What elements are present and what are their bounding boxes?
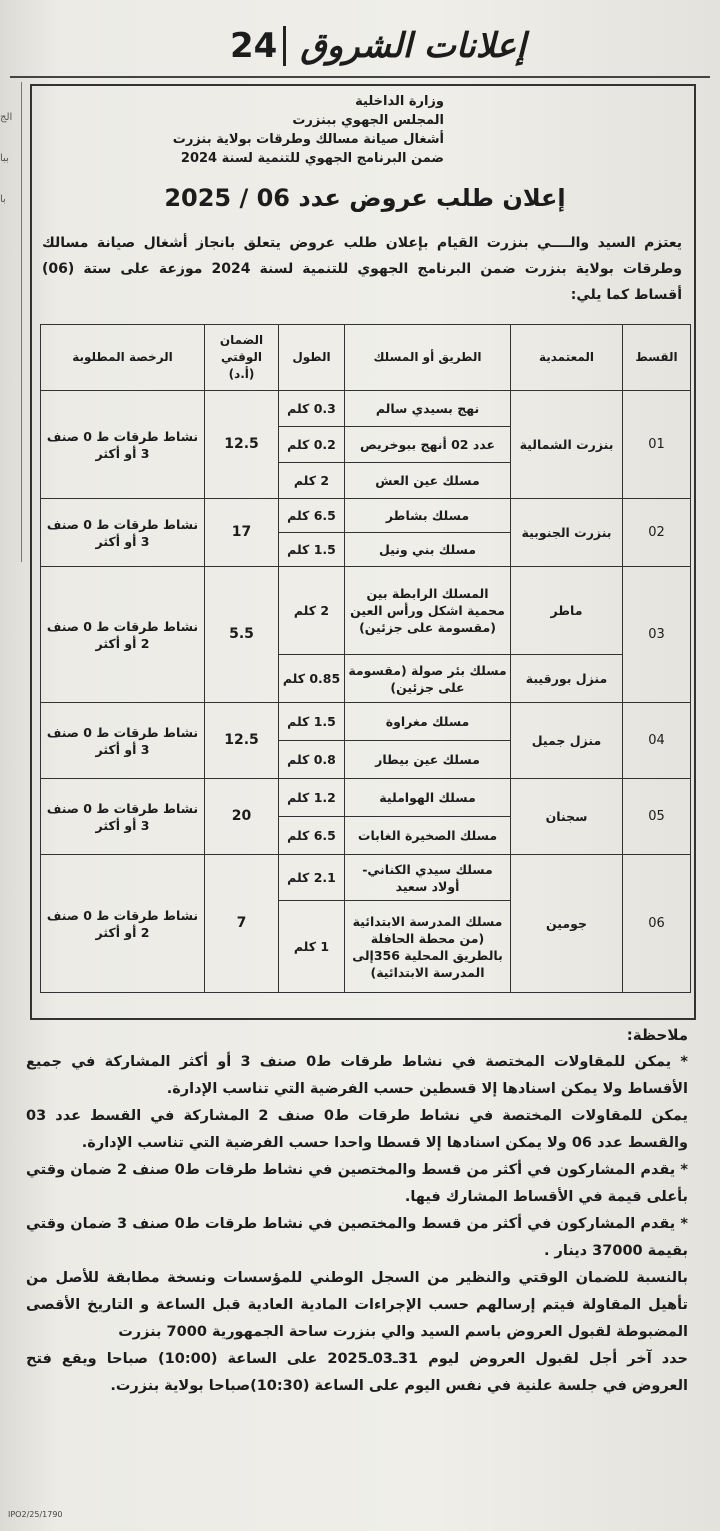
cell-length: 0.3 كلم [279, 391, 345, 427]
header-road: الطريق أو المسلك [345, 325, 511, 391]
note-paragraph: * يقدم المشاركون في أكثر من قسط والمختصين في نشاط طرقات ط0 صنف 3 ضمان وقتي بقيمة 37000 دينار . [26, 1216, 688, 1259]
cell-road: نهج بسيدي سالم [345, 391, 511, 427]
note-paragraph: * يمكن للمقاولات المختصة في نشاط طرقات ط0 صنف 3 أو أكثر المشاركة في جميع الأقساط ولا يمكن اسنادها إلا قسطين حسب الفرضية التي تناسب الإدارة. [26, 1054, 688, 1097]
note-paragraph: بالنسبة للضمان الوقتي والنظير من السجل الوطني للمؤسسات ونسخة مطابقة للأصل من تأهيل المقاولة فيتم إرسالهم حسب الإجراءات المادية العادية قبل الساعة و التاريخ الأقصى المضبوطة لقبول العروض باسم السيد والي بنزرت ساحة الجمهورية 7000 بنزرت [26, 1270, 688, 1340]
cell-road: مسلك عين العش [345, 463, 511, 499]
cell-length: 0.2 كلم [279, 427, 345, 463]
issuer-line: ضمن البرنامج الجهوي للتنمية لسنة 2024 [180, 151, 444, 166]
cell-license: نشاط طرقات ط 0 صنف 3 أو أكثر [41, 779, 205, 855]
header-delegation: المعتمدية [511, 325, 623, 391]
intro-paragraph: يعتزم السيد والــــي بنزرت القيام بإعلان طلب عروض يتعلق بانجاز أشغال صيانة مسالك وطرقات بولاية بنزرت ضمن البرنامج الجهوي للتنمية لسنة 2024 موزعة على ستة (06) أقساط كما يلي: [42, 235, 682, 303]
adjacent-column-fragment [0, 82, 22, 562]
cell-delegation: سجنان [511, 779, 623, 855]
cell-guarantee: 12.5 [205, 391, 279, 499]
table-row [41, 779, 691, 817]
cell-license: نشاط طرقات ط 0 صنف 3 أو أكثر [41, 703, 205, 779]
cell-license: نشاط طرقات ط 0 صنف 3 أو أكثر [41, 499, 205, 567]
cell-delegation: جومين [511, 855, 623, 993]
cell-length: 2.1 كلم [279, 855, 345, 901]
table-row [41, 567, 691, 655]
cell-lot: 06 [623, 855, 691, 993]
cell-guarantee: 20 [205, 779, 279, 855]
cell-road: مسلك الصخيرة الغابات [345, 817, 511, 855]
cell-delegation: ماطر [511, 567, 623, 655]
cell-guarantee: 5.5 [205, 567, 279, 703]
ad-reference-code: IPO2/25/1790 [8, 1510, 63, 1519]
cell-license: نشاط طرقات ط 0 صنف 3 أو أكثر [41, 391, 205, 499]
table-row [41, 391, 691, 427]
cell-road: مسلك الهواملية [345, 779, 511, 817]
cell-lot: 04 [623, 703, 691, 779]
cell-delegation: بنزرت الجنوبية [511, 499, 623, 567]
table-row [41, 499, 691, 533]
notes-section [26, 1022, 688, 1400]
table-row [41, 855, 691, 901]
cell-lot: 03 [623, 567, 691, 703]
cell-length: 0.85 كلم [279, 655, 345, 703]
cell-lot: 02 [623, 499, 691, 567]
cell-guarantee: 12.5 [205, 703, 279, 779]
header-guarantee: الضمان الوقتي (أ.د) [205, 325, 279, 391]
cell-road: عدد 02 أنهج ببوخريص [345, 427, 511, 463]
fragment-text: ببا [0, 153, 9, 164]
masthead [230, 18, 610, 74]
fragment-text: الج [0, 112, 13, 123]
table-row [41, 703, 691, 741]
notice-title: إعلان طلب عروض عدد 06 / 2025 [164, 184, 566, 212]
tender-notice-box [30, 84, 696, 1020]
table-header-row [41, 325, 691, 391]
header-license: الرخصة المطلوبة [41, 325, 205, 391]
section-title: إعلانات الشروق [300, 26, 526, 66]
cell-length: 1.5 كلم [279, 703, 345, 741]
cell-length: 1 كلم [279, 901, 345, 993]
issuer-block [124, 92, 444, 168]
cell-lot: 05 [623, 779, 691, 855]
cell-delegation: منزل بورقيبة [511, 655, 623, 703]
cell-road: المسلك الرابطة بين محمية اشكل ورأس العين (مقسومة على جزئين) [345, 567, 511, 655]
note-paragraph: حدد آخر أجل لقبول العروض ليوم 31ـ03ـ2025 على الساعة (10:00) صباحا ويقع فتح العروض في جلسة علنية في نفس اليوم على الساعة (10:30)صباحا بولاية بنزرت. [26, 1351, 689, 1394]
cell-license: نشاط طرقات ط 0 صنف 2 أو أكثر [41, 567, 205, 703]
notes-heading: ملاحظة: [626, 1026, 688, 1044]
issuer-line: وزارة الداخلية [355, 94, 444, 109]
cell-length: 0.8 كلم [279, 741, 345, 779]
cell-delegation: بنزرت الشمالية [511, 391, 623, 499]
cell-length: 2 كلم [279, 567, 345, 655]
lots-table [40, 324, 691, 993]
cell-lot: 01 [623, 391, 691, 499]
cell-length: 1.5 كلم [279, 533, 345, 567]
cell-road: مسلك مغراوة [345, 703, 511, 741]
cell-guarantee: 17 [205, 499, 279, 567]
cell-road: مسلك بشاطر [345, 499, 511, 533]
note-paragraph: يمكن للمقاولات المختصة في نشاط طرقات ط0 صنف 2 المشاركة في القسط عدد 03 والقسط عدد 06 ولا يمكن اسنادها إلا قسطا واحدا حسب الفرضية التي تناسب الإدارة. [26, 1108, 688, 1151]
issuer-line: المجلس الجهوي ببنزرت [292, 113, 444, 128]
cell-road: مسلك بئر صولة (مقسومة على جزئين) [345, 655, 511, 703]
issuer-line: أشغال صيانة مسالك وطرقات بولاية بنزرت [172, 132, 444, 147]
page-number: 24 [230, 26, 286, 66]
header-lot: القسط [623, 325, 691, 391]
cell-road: مسلك المدرسة الابتدائية (من محطة الحافلة بالطريق المحلية 356إلى المدرسة الابتدائية) [345, 901, 511, 993]
masthead-divider [10, 76, 710, 78]
cell-road: مسلك عين بيطار [345, 741, 511, 779]
cell-length: 2 كلم [279, 463, 345, 499]
cell-length: 6.5 كلم [279, 817, 345, 855]
cell-road: مسلك بني ونيل [345, 533, 511, 567]
cell-road: مسلك سيدي الكناني- أولاد سعيد [345, 855, 511, 901]
cell-license: نشاط طرقات ط 0 صنف 2 أو أكثر [41, 855, 205, 993]
cell-delegation: منزل جميل [511, 703, 623, 779]
header-length: الطول [279, 325, 345, 391]
note-paragraph: * يقدم المشاركون في أكثر من قسط والمختصين في نشاط طرقات ط0 صنف 2 ضمان وقتي بأعلى قيمة في الأقساط المشارك فيها. [26, 1162, 688, 1205]
fragment-text: با [0, 194, 6, 205]
cell-guarantee: 7 [205, 855, 279, 993]
cell-length: 1.2 كلم [279, 779, 345, 817]
cell-length: 6.5 كلم [279, 499, 345, 533]
